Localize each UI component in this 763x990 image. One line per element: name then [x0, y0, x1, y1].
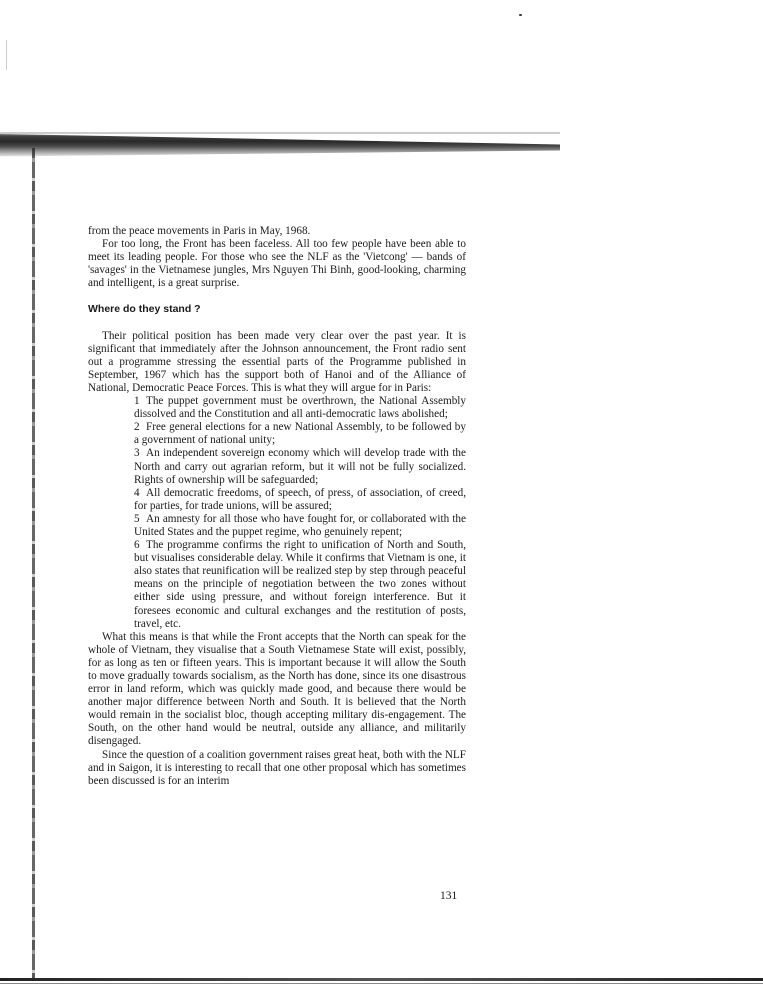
paragraph-coalition: Since the question of a coalition government raises great heat, both with the NLF and in Saigon, it is interesting to recall that one other proposal which has sometimes been discussed is for an interim — [88, 748, 466, 787]
point-number: 5 — [134, 512, 140, 525]
programme-point — [134, 513, 466, 539]
bottom-edge-line — [0, 983, 763, 984]
section-heading: Where do they stand ? — [88, 303, 201, 316]
point-text: An independent sovereign economy which will develop trade with the North and carry out agrarian reform, but it will not be fully socialized. Rights of ownership will be safeguarded; — [134, 447, 466, 486]
point-text: Free general elections for a new National Assembly, to be followed by a government of national unity; — [134, 421, 466, 447]
point-text: The programme confirms the right to unification of North and South, but visualises considerable delay. While it confirms that Vietnam is one, it also states that reunification will be realized step by step through peaceful means on the principle of negotiation between the two zones without either side using pressure, and without foreign interference. But it foresees economic and cultural exchanges and the restitution of posts, travel, etc. — [134, 539, 466, 630]
paragraph-position: Their political position has been made very clear over the past year. It is significant that immediately after the Johnson announcement, the Front radio sent out a programme stressing the essential parts of the Programme published in September, 1967 which has the support both of Hanoi and of the Alliance of National, Democratic Peace Forces. This is what they will argue for in Paris: — [88, 329, 466, 394]
point-number: 4 — [134, 486, 140, 499]
point-number: 3 — [134, 447, 140, 460]
bottom-edge-shadow — [0, 978, 763, 981]
page-number: 131 — [440, 890, 458, 902]
scan-speck — [6, 40, 7, 70]
point-number: 2 — [134, 421, 140, 434]
point-text: The puppet government must be overthrown, the National Assembly dissolved and the Constitution and all anti-democratic laws abolished; — [134, 395, 466, 421]
point-text: All democratic freedoms, of speech, of press, of association, of creed, for parties, for trade unions, will be assured; — [134, 486, 466, 512]
scan-speck — [519, 14, 522, 16]
programme-point — [134, 539, 466, 631]
programme-point — [134, 447, 466, 486]
programme-list — [88, 395, 466, 631]
programme-point — [134, 395, 466, 421]
opening-fragment: from the peace movements in Paris in May, 1968. — [88, 225, 311, 237]
paragraph-means: What this means is that while the Front accepts that the North can speak for the whole of Vietnam, they visualise that a South Vietnamese State will exist, possibly, for as long as ten or fifteen years. This is important because it will allow the South to move gradually towards socialism, as the North has done, since its one disastrous error in land reform, which was quickly made good, and because there would be another major difference between North and South. It is believed that the North would remain in the socialist bloc, though accepting military dis-engagement. The South, on the other hand would be neutral, outside any alliance, and militarily disengaged. — [88, 630, 466, 748]
programme-point — [134, 421, 466, 447]
paragraph-faceless: For too long, the Front has been faceless. All too few people have been able to meet its leading people. For those who see the NLF as the 'Vietcong' — bands of 'savages' in the Vietnamese jungles, Mrs Nguyen Thi Binh, good-looking, charming and intelligent, is a great surprise. — [88, 238, 466, 290]
point-text: An amnesty for all those who have fought for, or collaborated with the United States and the puppet regime, who genuinely repent; — [134, 512, 466, 538]
point-number: 1 — [134, 395, 140, 408]
programme-point — [134, 487, 466, 513]
page-body — [88, 225, 466, 788]
scan-shadow-line — [0, 132, 560, 134]
binding-edge-shadow — [32, 148, 35, 978]
point-number: 6 — [134, 539, 140, 552]
